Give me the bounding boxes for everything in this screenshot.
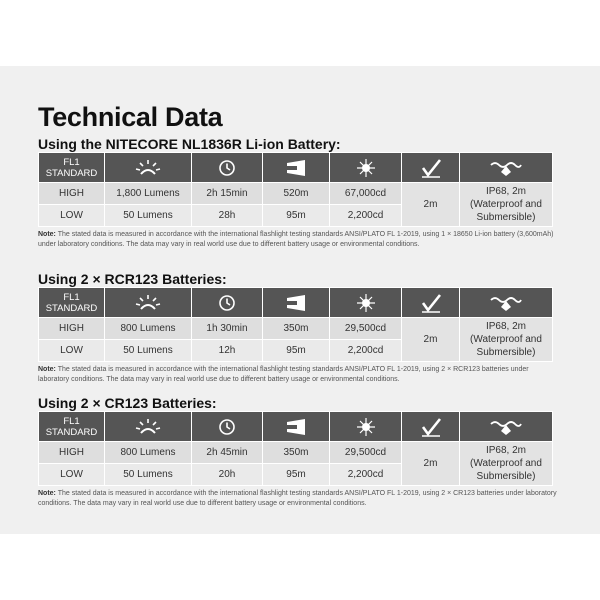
runtime-header	[192, 288, 263, 318]
waterproof-header	[460, 153, 553, 183]
distance-header	[263, 288, 330, 318]
section-subtitle: Using 2 × CR123 Batteries:	[38, 395, 217, 411]
brightness-icon	[135, 417, 161, 437]
brightness-icon	[135, 293, 161, 313]
note: Note: The stated data is measured in accordance with the international flashlight testing standards ANSI/PLATO FL 1-2019, using 2 × CR123 batteries under laboratory conditions. The data may vary in real world use due to different battery usage or environmental conditions.	[38, 490, 557, 507]
intensity-cell: 29,500cd	[330, 318, 402, 340]
distance-cell: 95m	[263, 464, 330, 486]
mode-cell: HIGH	[39, 183, 105, 205]
distance-cell: 350m	[263, 318, 330, 340]
lumens-cell: 1,800 Lumens	[105, 183, 192, 205]
distance-cell: 95m	[263, 340, 330, 362]
brightness-header	[105, 412, 192, 442]
lumens-cell: 800 Lumens	[105, 318, 192, 340]
mode-cell: LOW	[39, 464, 105, 486]
standard-label: FL1 STANDARD	[39, 153, 105, 183]
peak-intensity-icon	[356, 417, 376, 437]
distance-cell: 520m	[263, 183, 330, 205]
spec-table	[38, 287, 553, 362]
waterproof-cell: IP68, 2m (Waterproof and Submersible)	[460, 442, 553, 486]
impact-header	[402, 288, 460, 318]
impact-header	[402, 153, 460, 183]
page-title: Technical Data	[38, 102, 223, 132]
distance-header	[263, 412, 330, 442]
section-subtitle: Using 2 × RCR123 Batteries:	[38, 271, 227, 287]
waterproof-cell: IP68, 2m (Waterproof and Submersible)	[460, 318, 553, 362]
lumens-cell: 800 Lumens	[105, 442, 192, 464]
distance-cell: 350m	[263, 442, 330, 464]
mode-cell: HIGH	[39, 318, 105, 340]
runtime-cell: 2h 15min	[192, 183, 263, 205]
mode-cell: LOW	[39, 340, 105, 362]
waterproof-icon	[490, 418, 522, 436]
table-row	[39, 318, 553, 340]
beam-distance-icon	[285, 160, 307, 176]
distance-header	[263, 153, 330, 183]
brightness-header	[105, 153, 192, 183]
impact-cell: 2m	[402, 318, 460, 362]
runtime-cell: 2h 45min	[192, 442, 263, 464]
intensity-header	[330, 153, 402, 183]
waterproof-header	[460, 412, 553, 442]
intensity-cell: 67,000cd	[330, 183, 402, 205]
intensity-header	[330, 412, 402, 442]
spec-table	[38, 152, 553, 227]
spec-table	[38, 411, 553, 486]
brightness-icon	[135, 158, 161, 178]
beam-distance-icon	[285, 419, 307, 435]
mode-cell: HIGH	[39, 442, 105, 464]
waterproof-icon	[490, 159, 522, 177]
note: Note: The stated data is measured in accordance with the international flashlight testing standards ANSI/PLATO FL 1-2019, using 2 × RCR123 batteries under laboratory conditions. The data may vary in real world use due to different battery usage or environmental conditions.	[38, 366, 529, 383]
runtime-header	[192, 412, 263, 442]
beam-distance-icon	[285, 295, 307, 311]
runtime-clock-icon	[218, 294, 236, 312]
table-row	[39, 183, 553, 205]
standard-label: FL1 STANDARD	[39, 412, 105, 442]
impact-resistance-icon	[420, 293, 442, 313]
intensity-cell: 2,200cd	[330, 340, 402, 362]
impact-header	[402, 412, 460, 442]
runtime-cell: 28h	[192, 205, 263, 227]
peak-intensity-icon	[356, 293, 376, 313]
lumens-cell: 50 Lumens	[105, 464, 192, 486]
waterproof-cell: IP68, 2m (Waterproof and Submersible)	[460, 183, 553, 227]
lumens-cell: 50 Lumens	[105, 340, 192, 362]
intensity-cell: 2,200cd	[330, 205, 402, 227]
mode-cell: LOW	[39, 205, 105, 227]
intensity-header	[330, 288, 402, 318]
header-row	[39, 412, 553, 442]
impact-cell: 2m	[402, 183, 460, 227]
impact-cell: 2m	[402, 442, 460, 486]
note: Note: The stated data is measured in accordance with the international flashlight testing standards ANSI/PLATO FL 1-2019, using 1 × 18650 Li-ion battery (3,600mAh) under laboratory conditions. The data may vary in real world use due to different battery usage or environmental conditions.	[38, 231, 554, 248]
intensity-cell: 29,500cd	[330, 442, 402, 464]
brightness-header	[105, 288, 192, 318]
runtime-cell: 12h	[192, 340, 263, 362]
header-row	[39, 153, 553, 183]
table-row	[39, 442, 553, 464]
standard-label: FL1 STANDARD	[39, 288, 105, 318]
waterproof-header	[460, 288, 553, 318]
intensity-cell: 2,200cd	[330, 464, 402, 486]
runtime-clock-icon	[218, 418, 236, 436]
runtime-cell: 1h 30min	[192, 318, 263, 340]
runtime-cell: 20h	[192, 464, 263, 486]
section-subtitle: Using the NITECORE NL1836R Li-ion Battery:	[38, 136, 341, 152]
lumens-cell: 50 Lumens	[105, 205, 192, 227]
distance-cell: 95m	[263, 205, 330, 227]
header-row	[39, 288, 553, 318]
peak-intensity-icon	[356, 158, 376, 178]
runtime-clock-icon	[218, 159, 236, 177]
runtime-header	[192, 153, 263, 183]
waterproof-icon	[490, 294, 522, 312]
impact-resistance-icon	[420, 158, 442, 178]
impact-resistance-icon	[420, 417, 442, 437]
